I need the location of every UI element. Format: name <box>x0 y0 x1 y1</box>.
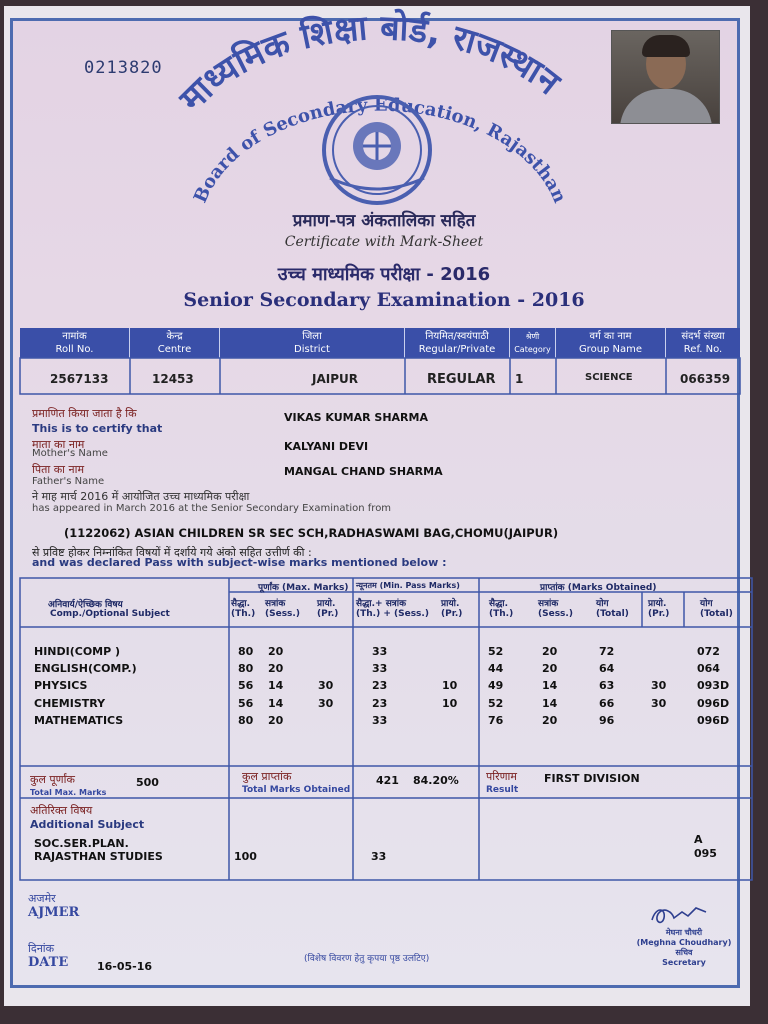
obtained-th-sess: 96 <box>599 713 615 727</box>
certificate-title-hindi: प्रमाण-पत्र अंकतालिका सहित <box>292 211 476 231</box>
centre-code: 12453 <box>152 372 194 386</box>
place-label-hindi: अजमेर <box>28 892 56 905</box>
exam-title-english: Senior Secondary Examination - 2016 <box>183 289 585 311</box>
max-sessional: 20 <box>268 713 284 727</box>
max-practical: 30 <box>318 679 334 693</box>
percentage: 84.20% <box>413 774 459 787</box>
max-sessional: 14 <box>268 679 284 693</box>
min-theory-sessional: 33 <box>372 645 388 658</box>
obt-total-header: योग (Total) <box>596 599 629 619</box>
district-header: जिला District <box>220 328 405 358</box>
obtained-th-sess: 63 <box>599 679 615 693</box>
centre-header: केन्द्र Centre <box>130 328 220 358</box>
father-name: MANGAL CHAND SHARMA <box>284 465 443 478</box>
total-obtained-marks: 421 <box>376 774 399 787</box>
obtained-sessional: 20 <box>542 645 558 658</box>
total-max-label-hindi: कुल पूर्णांक <box>30 773 75 786</box>
subject-total: 093D <box>697 679 730 693</box>
min-marks-header: न्यूनतम (Min. Pass Marks) <box>356 581 460 590</box>
subject-total: 072 <box>697 645 720 658</box>
max-theory: 80 <box>238 662 254 676</box>
obtained-sessional: 14 <box>542 696 558 710</box>
max-th-header: सैद्धा. (Th.) <box>231 599 256 619</box>
mother-name: KALYANI DEVI <box>284 440 369 453</box>
max-marks-header: पूर्णांक (Max. Marks) <box>258 583 349 593</box>
min-theory-sessional: 23 <box>372 696 388 710</box>
result-label-hindi: परिणाम <box>486 770 517 783</box>
obtained-theory: 52 <box>488 645 504 658</box>
result-label-english: Result <box>486 785 519 795</box>
max-theory: 80 <box>238 713 254 727</box>
subject-header-hindi: अनिवार्य/ऐच्छिक विषय <box>48 600 123 610</box>
subject-name: HINDI(COMP ) <box>34 645 121 658</box>
group-value: SCIENCE <box>585 372 633 383</box>
ref-header: संदर्भ संख्या Ref. No. <box>681 331 725 355</box>
max-sess-header: सत्रांक (Sess.) <box>265 599 300 619</box>
min-theory-sessional: 33 <box>372 662 388 676</box>
max-theory: 56 <box>238 679 254 693</box>
subject-name: PHYSICS <box>34 679 88 693</box>
additional-marks: 095 <box>694 847 717 860</box>
max-theory: 80 <box>238 645 254 658</box>
declared-text-english: and was declared Pass with subject-wise marks mentioned below : <box>32 556 447 569</box>
obtained-sessional: 20 <box>542 662 558 676</box>
obtained-sessional: 20 <box>542 713 558 727</box>
subject-total: 096D <box>697 696 730 710</box>
min-theory-sessional: 23 <box>372 679 388 693</box>
subject-total: 064 <box>697 662 720 676</box>
reverse-note: (विशेष विवरण हेतु कृपया पृष्ठ उलटिए) <box>304 954 430 964</box>
father-label-english: Father's Name <box>32 476 105 487</box>
min-theory-sessional: 33 <box>372 713 388 727</box>
max-sessional: 20 <box>268 645 284 658</box>
obtained-th-sess: 72 <box>599 645 615 658</box>
total-max-marks: 500 <box>136 776 159 789</box>
category-value: 1 <box>515 372 524 386</box>
obtained-theory: 49 <box>488 679 504 693</box>
roll-header: नामांक Roll No. <box>20 328 130 358</box>
subject-header-english: Comp./Optional Subject <box>50 609 170 619</box>
max-pr-header: प्रायो. (Pr.) <box>317 599 339 619</box>
date-label-hindi: दिनांक <box>28 942 55 955</box>
subject-name: MATHEMATICS <box>34 713 124 727</box>
obtained-header: प्राप्तांक (Marks Obtained) <box>540 583 657 593</box>
declared-text-hindi: से प्रविष्ट होकर निम्नांकित विषयों में दर्शाये गये अंको सहित उत्तीर्ण की : <box>32 546 312 559</box>
district-value: JAIPUR <box>312 372 358 386</box>
school-name: (1122062) ASIAN CHILDREN SR SEC SCH,RADHASWAMI BAG,CHOMU(JAIPUR) <box>64 526 559 540</box>
obtained-th-sess: 66 <box>599 696 615 710</box>
obtained-theory: 76 <box>488 713 504 727</box>
obtained-th-sess: 64 <box>599 662 615 676</box>
appeared-text-english: has appeared in March 2016 at the Senior Secondary Examination from <box>32 503 392 514</box>
obt-th-header: सैद्धा. (Th.) <box>489 599 514 619</box>
obtained-theory: 52 <box>488 696 504 710</box>
obtained-sessional: 14 <box>542 679 558 693</box>
certify-label-hindi: प्रमाणित किया जाता है कि <box>32 407 137 420</box>
min-practical: 10 <box>442 696 458 710</box>
mother-label-hindi: माता का नाम <box>32 438 85 451</box>
grand-total-header: योग (Total) <box>700 599 733 619</box>
additional-label-hindi: अतिरिक्त विषय <box>30 804 93 817</box>
ref-number: 066359 <box>680 372 731 386</box>
obtained-practical: 30 <box>651 679 667 693</box>
subject-total: 096D <box>697 713 730 727</box>
total-obtained-label-english: Total Marks Obtained <box>242 785 351 795</box>
issue-date: 16-05-16 <box>97 960 153 973</box>
additional-grade: A <box>694 833 703 846</box>
result-value: FIRST DIVISION <box>544 772 640 785</box>
date-label-english: DATE <box>28 955 69 970</box>
exam-title-hindi: उच्च माध्यमिक परीक्षा - 2016 <box>277 264 491 285</box>
min-thsess-header: सैद्धा.+ सत्रांक (Th.) + (Sess.) <box>356 599 429 619</box>
mother-label-english: Mother's Name <box>32 448 108 459</box>
obtained-practical: 30 <box>651 696 667 710</box>
board-name-hindi: माध्यमिक शिक्षा बोर्ड, राजस्थान <box>172 8 568 120</box>
additional-label-english: Additional Subject <box>30 818 145 831</box>
min-practical: 10 <box>442 679 458 693</box>
total-max-label-english: Total Max. Marks <box>30 788 107 797</box>
max-sessional: 14 <box>268 696 284 710</box>
certify-label-english: This is to certify that <box>32 422 163 435</box>
father-label-hindi: पिता का नाम <box>32 463 85 476</box>
subject-name: ENGLISH(COMP.) <box>34 662 137 676</box>
max-theory: 56 <box>238 696 254 710</box>
roll-number: 2567133 <box>50 372 109 386</box>
total-obtained-label-hindi: कुल प्राप्तांक <box>242 770 292 783</box>
min-pr-header: प्रायो. (Pr.) <box>441 599 463 619</box>
regular-value: REGULAR <box>427 372 496 387</box>
place-label-english: AJMER <box>28 905 80 920</box>
max-sessional: 20 <box>268 662 284 676</box>
max-practical: 30 <box>318 696 334 710</box>
additional-min-marks: 33 <box>371 850 387 863</box>
additional-subject-line2: RAJASTHAN STUDIES <box>34 850 163 863</box>
appeared-text-hindi: ने माह मार्च 2016 में आयोजित उच्च माध्यमिक परीक्षा <box>32 490 250 503</box>
secretary-block: मेघना चौधरी (Meghna Choudhary) सचिव Secretary <box>636 928 732 967</box>
certificate-title-english: Certificate with Mark-Sheet <box>284 234 484 250</box>
obt-pr-header: प्रायो. (Pr.) <box>648 599 670 619</box>
secretary-signature <box>648 902 718 928</box>
additional-subject-line1: SOC.SER.PLAN. <box>34 837 129 850</box>
subject-name: CHEMISTRY <box>34 696 106 710</box>
obtained-theory: 44 <box>488 662 504 676</box>
group-header: वर्ग का नाम Group Name <box>556 328 666 358</box>
board-name-english: Board of Secondary Education, Rajasthan <box>189 94 571 207</box>
category-header: श्रेणी Category <box>510 328 556 358</box>
student-name: VIKAS KUMAR SHARMA <box>284 411 428 424</box>
additional-max-marks: 100 <box>234 850 257 863</box>
regular-header: नियमित/स्वयंपाठी Regular/Private <box>405 328 510 358</box>
serial-number: 0213820 <box>84 58 163 78</box>
obt-sess-header: सत्रांक (Sess.) <box>538 599 573 619</box>
